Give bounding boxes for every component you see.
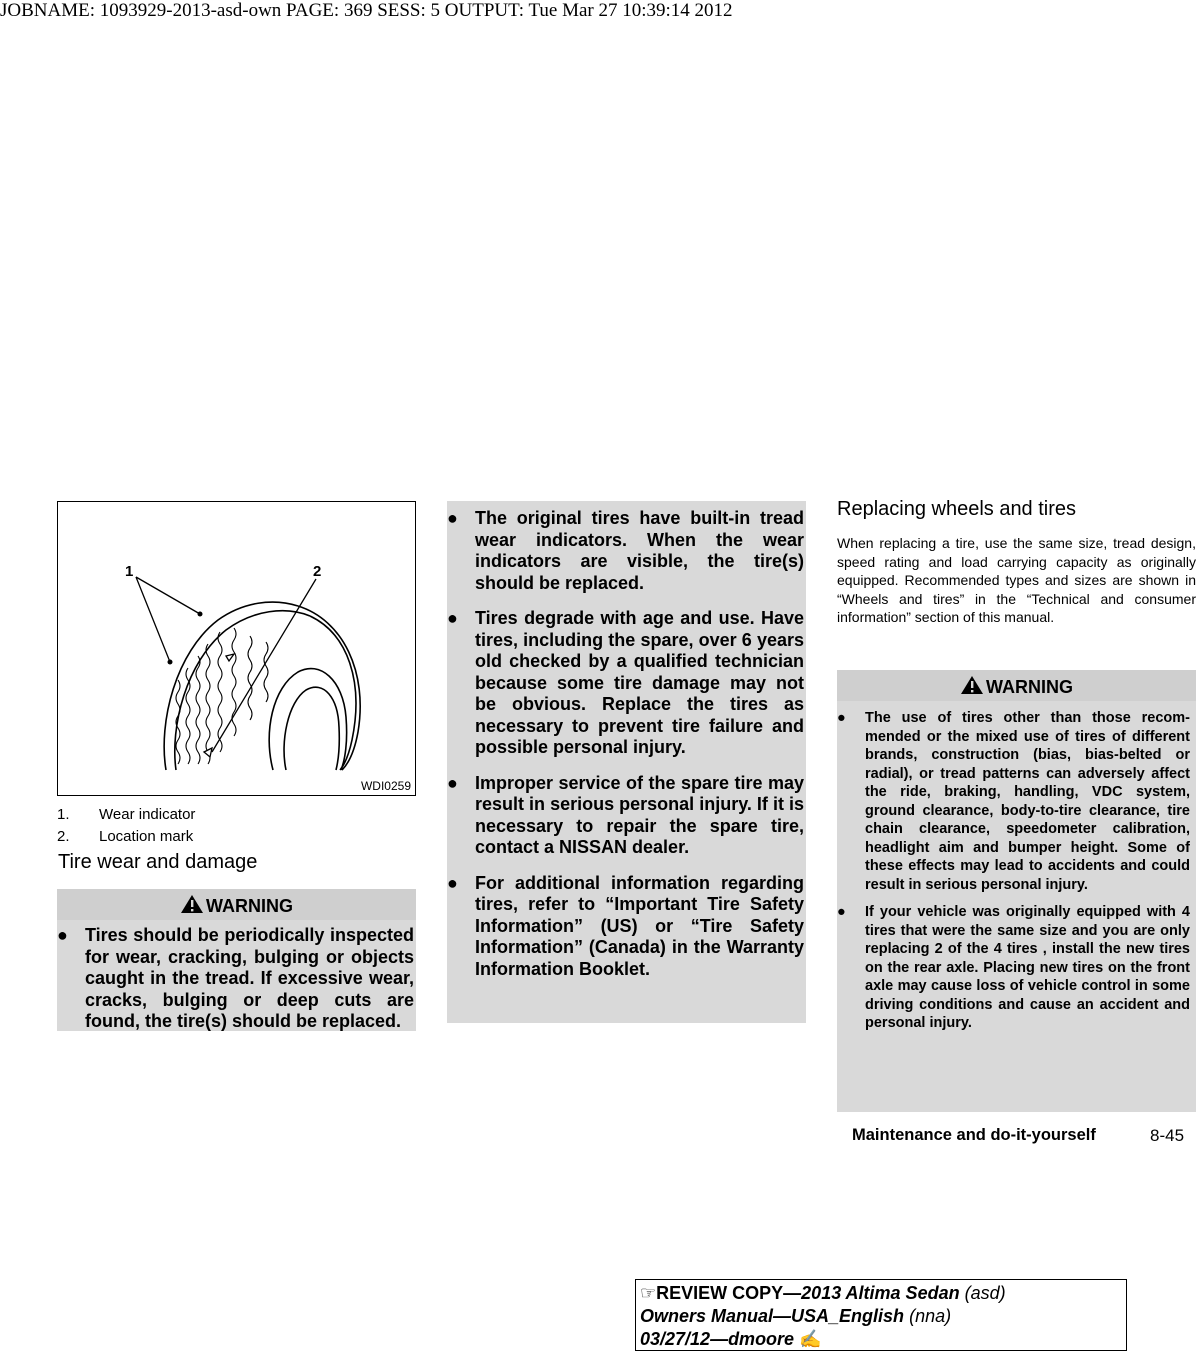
list-item: ● If your vehicle was originally equipped with 4 tires that were the same size and you are only replacing 2 of the 4 tires , install the new tires on the rear axle. Placing new tires on the front axle may cause loss of vehicle control in some driving conditions and cause an accident and personal injury. [837,904,1190,1031]
writing-hand-icon: ✍ [799,1329,822,1349]
section-title-replacing: Replacing wheels and tires [837,498,1077,520]
list-item: ● Tires should be periodically inspected for wear, cracking, bulging or objects caught in the tread. If excessive wear, cracks, bulging or deep cuts are found, the tire(s) should be replaced. [57,925,414,1031]
job-header: JOBNAME: 1093929-2013-asd-own PAGE: 369 SESS: 5 OUTPUT: Tue Mar 27 10:39:14 2012 [0,0,733,21]
list-item: ● For additional information regarding tires, refer to “Important Tire Safety Information” (US) or “Tire Safety Information” (Canada) in the Warranty Information Booklet. [447,872,804,979]
page-number: 8-45 [1150,1126,1185,1145]
warning-icon [960,675,984,695]
section-title-tire-wear: Tire wear and damage [58,851,258,873]
warning-header: WARNING [57,889,416,920]
callout-2: 2 [313,563,322,580]
replacing-paragraph: When replacing a tire, use the same size, tread design, speed rating and load carrying capacity as originally equipped. Recommended types and sizes are shown in “Wheels and tires” in the “Technical and consumer information” section of this manual. [837,535,1196,625]
pointing-hand-icon: ☞ [640,1283,657,1303]
list-item: ● The original tires have built-in tread wear indicators. When the wear indicators are visible, the tire(s) should be replaced. [447,508,804,593]
list-item: ● Tires degrade with age and use. Have tires, including the spare, over 6 years old checked by a qualified technician because some tire damage may not be obvious. Replace the tires as necessary to prevent tire failure and possible personal injury. [447,608,804,757]
review-line-3: 03/27/12—dmoore ✍ [640,1329,822,1349]
list-item: ● Improper service of the spare tire may result in serious personal injury. If it is necessary to repair the spare tire, contact a NISSAN dealer. [447,772,804,857]
warning-box-right [837,670,1196,1112]
review-line-1: ☞REVIEW COPY—2013 Altima Sedan (asd) [640,1283,1006,1303]
footer-section: Maintenance and do-it-yourself [852,1126,1096,1144]
figure-captions [57,804,195,848]
review-copy-stamp [635,1279,1127,1351]
figure-code: WDI0259 [360,779,411,793]
list-item: ● The use of tires other than those recommended or the mixed use of tires of different brands, construction (bias, bias-belted or radial), or tread patterns can adversely affect the ride, braking, handling, VDC system, ground clearance, body-to-tire clearance, tire chain clearance, speedometer calibration, headlight aim and bumper height. Some of these effects may lead to accidents and could result in serious personal injury. [837,710,1190,893]
caption-item: 2. Location mark [57,828,194,845]
warning-icon [180,894,204,914]
callout-1: 1 [125,563,134,580]
warning-box-left [57,889,416,1031]
warning-header: WARNING [837,670,1196,701]
tire-info-box [447,501,806,1023]
review-line-2: Owners Manual—USA_English (nna) [640,1306,952,1326]
caption-item: 1. Wear indicator [57,806,196,823]
tire-illustration [58,502,415,795]
tire-wear-figure [57,501,416,796]
